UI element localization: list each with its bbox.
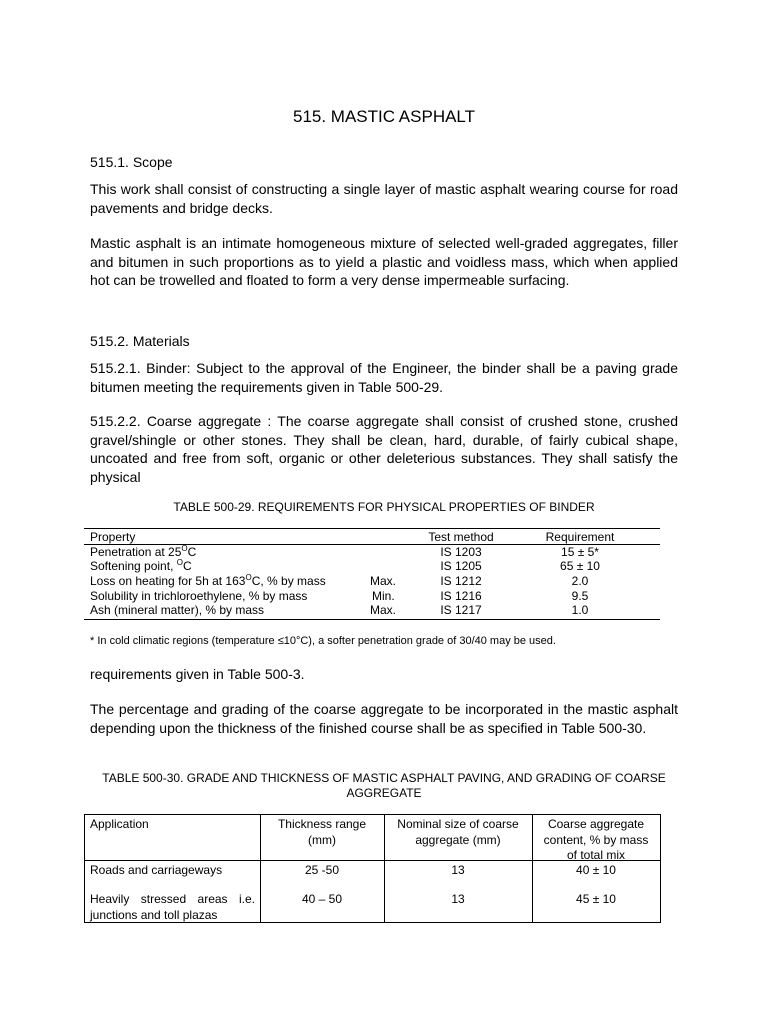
property-cell: Ash (mineral matter), % by mass [90, 603, 265, 617]
table-row [90, 545, 196, 559]
requirement-cell: 2.0 [571, 574, 589, 588]
property-cell: Penetration at 25 [90, 545, 182, 559]
property-cell: Softening point, [90, 559, 177, 573]
requirement-cell: 65 ± 10 [560, 559, 600, 573]
table-500-30-header-thickness: Thickness range (mm) [277, 817, 367, 847]
limit-cell: Max. [370, 574, 397, 588]
binder-paragraph: 515.2.1. Binder: Subject to the approval of the Engineer, the binder shall be a paving grade bitumen meeting the requirements given in Table 500-29. [90, 360, 678, 395]
property-cell-unit: C [187, 545, 197, 559]
table-500-30-caption: TABLE 500-30. GRADE AND THICKNESS OF MASTIC ASPHALT PAVING, AND GRADING OF COARSE AGGREGATE [102, 771, 666, 800]
table-row-content: 40 ± 10 [576, 863, 616, 877]
method-cell: IS 1212 [440, 574, 482, 588]
section-heading-materials: 515.2. Materials [90, 333, 190, 349]
coarse-aggregate-paragraph: 515.2.2. Coarse aggregate : The coarse aggregate shall consist of crushed stone, crushed gravel/shingle or other stones. They shall be clean, hard, durable, of fairly cubical shape, uncoated and free from soft, organic or other deleterious substances. They shall satisfy the physical [90, 413, 678, 485]
table-500-29-caption: TABLE 500-29. REQUIREMENTS FOR PHYSICAL PROPERTIES OF BINDER [173, 500, 595, 514]
table-500-29-bottom-rule [84, 619, 660, 620]
table-row [90, 574, 326, 588]
degree-mark: O [181, 544, 188, 553]
requirement-cell: 15 ± 5* [561, 545, 599, 559]
method-cell: IS 1217 [440, 603, 482, 617]
table-500-30-border-left [84, 814, 85, 923]
table-row [90, 559, 192, 573]
table-500-30-header-nominal: Nominal size of coarse aggregate (mm) [397, 817, 519, 847]
table-500-29-footnote: * In cold climatic regions (temperature ≤10°C), a softer penetration grade of 30/40 may be used. [90, 635, 556, 647]
section-heading-scope: 515.1. Scope [90, 154, 173, 170]
requirement-cell: 1.0 [571, 603, 589, 617]
table-row-application: Heavily stressed areas i.e. junctions and toll plazas [90, 892, 255, 922]
property-cell: Loss on heating for 5h at 163 [90, 574, 246, 588]
limit-cell: Min. [372, 589, 395, 603]
table-row-application: Roads and carriageways [90, 863, 223, 877]
property-cell-unit: C, % by mass [251, 574, 326, 588]
table-row [90, 603, 264, 617]
page-title: 515. MASTIC ASPHALT [292, 107, 476, 126]
grading-paragraph: The percentage and grading of the coarse aggregate to be incorporated in the mastic asphalt depending upon the thickness of the finished course shall be as specified in Table 500-30. [90, 701, 678, 736]
table-500-30-header-content: Coarse aggregate content, % by mass of total mix [543, 817, 649, 862]
table-500-30-border-right [660, 814, 661, 923]
method-cell: IS 1205 [440, 559, 482, 573]
table-500-29-header-method: Test method [428, 530, 494, 544]
scope-paragraph-1: This work shall consist of constructing a single layer of mastic asphalt wearing course for road pavements and bridge decks. [90, 181, 678, 216]
degree-mark: O [245, 573, 252, 582]
table-row-nominal: 13 [451, 863, 465, 877]
table-row-content: 45 ± 10 [576, 892, 616, 906]
degree-mark: O [176, 558, 183, 567]
table-row-nominal: 13 [451, 892, 465, 906]
table-row-thickness: 40 – 50 [301, 892, 343, 906]
table-500-30-divider-1 [260, 814, 261, 923]
table-row-thickness: 25 -50 [304, 863, 340, 877]
table-500-29-header-property: Property [90, 530, 136, 544]
table-500-30-divider-3 [532, 814, 533, 923]
table-500-30-header-application: Application [90, 817, 149, 831]
method-cell: IS 1203 [440, 545, 482, 559]
table-500-30-divider-2 [384, 814, 385, 923]
requirement-cell: 9.5 [571, 589, 589, 603]
requirements-continuation: requirements given in Table 500-3. [90, 666, 305, 682]
property-cell-unit: C [182, 559, 192, 573]
table-500-30-top-rule [84, 814, 661, 815]
table-500-29-header-requirement: Requirement [545, 530, 615, 544]
limit-cell: Max. [370, 603, 397, 617]
property-cell: Solubility in trichloroethylene, % by mass [90, 589, 308, 603]
scope-paragraph-2: Mastic asphalt is an intimate homogeneous mixture of selected well-graded aggregates, filler and bitumen in such proportions as to yield a plastic and voidless mass, which when applied hot can be trowelled and floated to form a very dense impermeable surfacing. [90, 235, 678, 288]
table-500-29-top-rule [84, 528, 660, 529]
method-cell: IS 1216 [440, 589, 482, 603]
table-row [90, 589, 307, 603]
